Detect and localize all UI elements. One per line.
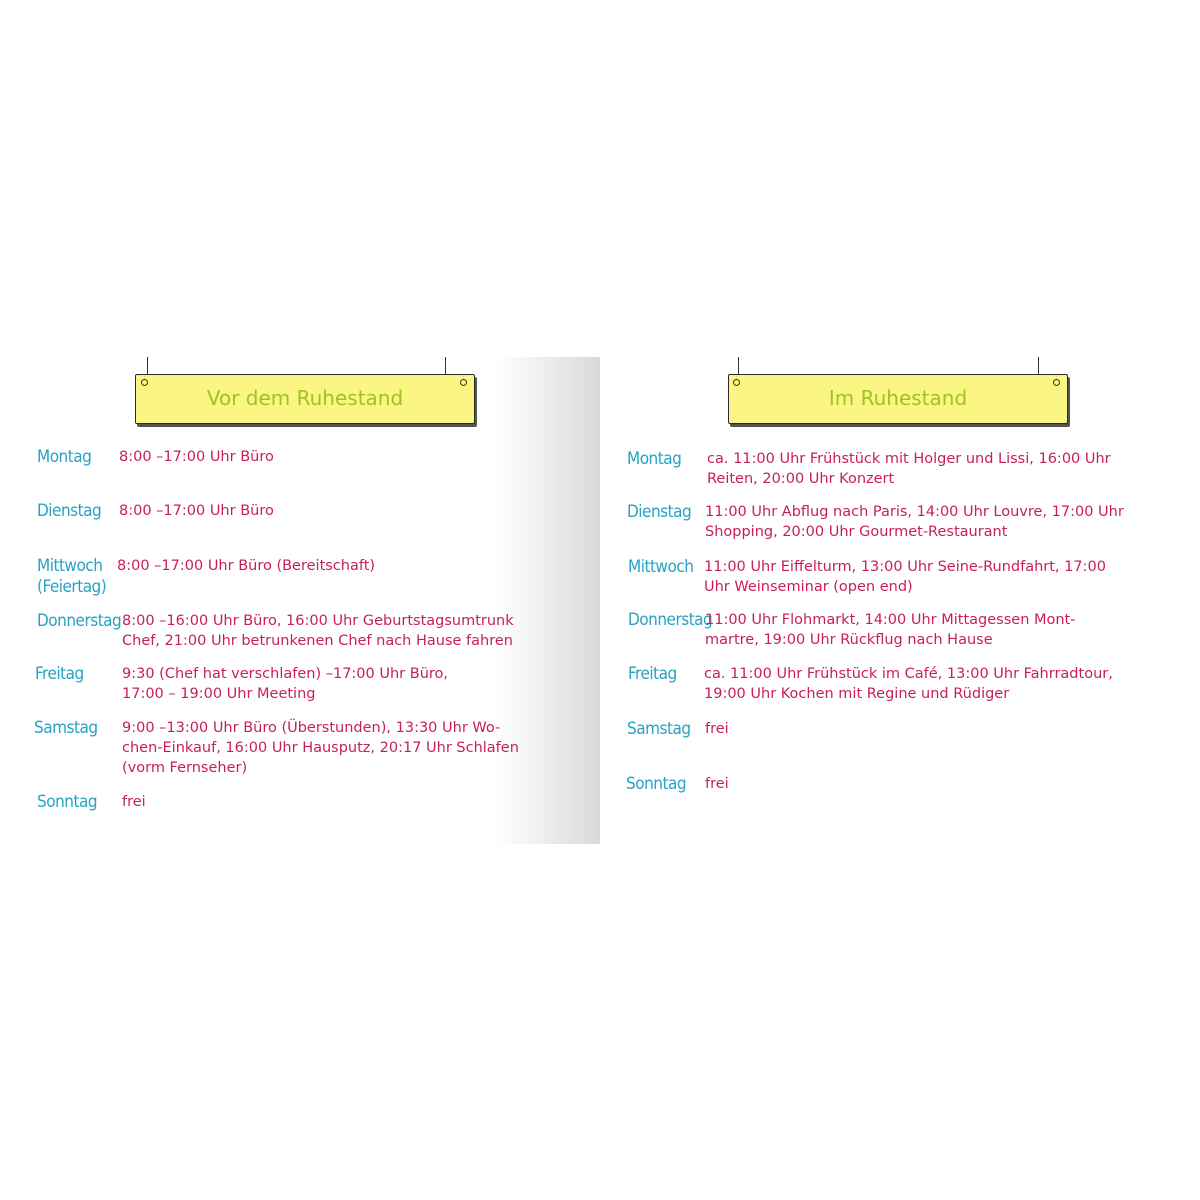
sign-string: [738, 357, 739, 375]
day-schedule: 8:00 –17:00 Uhr Büro (Bereitschaft): [117, 558, 376, 574]
right-page: [600, 357, 1200, 844]
day-label: Dienstag: [627, 502, 692, 522]
day-label: Montag: [627, 449, 682, 469]
day-label: Dienstag: [37, 501, 102, 521]
day-schedule: 8:00 –16:00 Uhr Büro, 16:00 Uhr Geburtstagsumtrunk Chef, 21:00 Uhr betrunkenen Chef nach Hause fahren: [122, 613, 514, 649]
left-heading: Vor dem Ruhestand: [206, 386, 404, 410]
day-label: Sonntag: [626, 774, 687, 794]
day-schedule: 11:00 Uhr Flohmarkt, 14:00 Uhr Mittagessen Mont- martre, 19:00 Uhr Rückflug nach Hause: [705, 612, 1076, 648]
day-schedule: 11:00 Uhr Abflug nach Paris, 14:00 Uhr Louvre, 17:00 Uhr Shopping, 20:00 Uhr Gourmet-Restaurant: [705, 504, 1124, 540]
day-schedule: 8:00 –17:00 Uhr Büro: [119, 449, 274, 465]
day-label: Sonntag: [37, 792, 98, 812]
day-label: Freitag: [35, 664, 84, 684]
day-schedule: 9:30 (Chef hat verschlafen) –17:00 Uhr Büro, 17:00 – 19:00 Uhr Meeting: [122, 666, 449, 702]
sign-string: [445, 357, 446, 375]
book-spread: [0, 357, 1200, 844]
day-label: Mittwoch (Feiertag): [37, 556, 107, 597]
day-label: Donnerstag: [628, 610, 713, 630]
day-label: Donnerstag: [37, 611, 122, 631]
sign-string: [1038, 357, 1039, 375]
day-label: Mittwoch: [628, 557, 694, 577]
right-heading: Im Ruhestand: [828, 386, 968, 410]
day-schedule: frei: [705, 721, 729, 737]
day-schedule: ca. 11:00 Uhr Frühstück mit Holger und Lissi, 16:00 Uhr Reiten, 20:00 Uhr Konzert: [707, 451, 1111, 487]
sign-string: [147, 357, 148, 375]
sign-im-ruhestand: [728, 357, 1068, 427]
left-page: [0, 357, 600, 844]
day-schedule: frei: [705, 776, 729, 792]
day-label: Samstag: [34, 718, 98, 738]
day-schedule: 8:00 –17:00 Uhr Büro: [119, 503, 274, 519]
sign-vor-dem-ruhestand: [135, 357, 475, 427]
day-label: Freitag: [628, 664, 677, 684]
day-label: Montag: [37, 447, 92, 467]
day-schedule: frei: [122, 794, 146, 810]
day-schedule: ca. 11:00 Uhr Frühstück im Café, 13:00 Uhr Fahrradtour, 19:00 Uhr Kochen mit Regine und Rüdiger: [704, 666, 1113, 702]
day-label: Samstag: [627, 719, 691, 739]
day-schedule: 11:00 Uhr Eiffelturm, 13:00 Uhr Seine-Rundfahrt, 17:00 Uhr Weinseminar (open end): [704, 559, 1106, 595]
day-schedule: 9:00 –13:00 Uhr Büro (Überstunden), 13:30 Uhr Wo- chen-Einkauf, 16:00 Uhr Hausputz, 20:17 Uhr Schlafen (vorm Fernseher): [122, 720, 519, 776]
